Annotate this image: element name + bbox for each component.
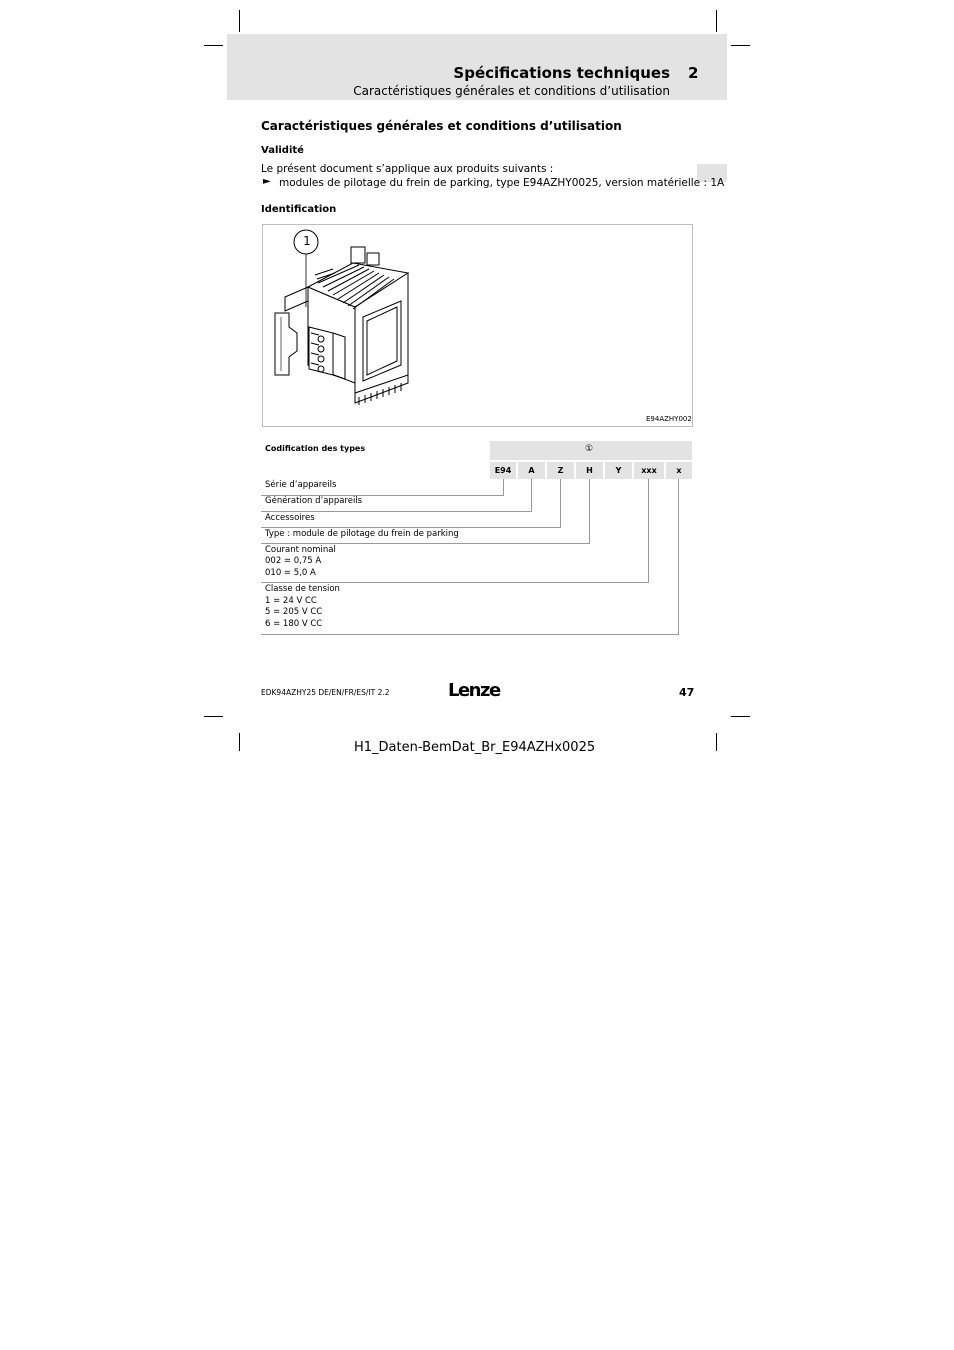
crop-mark xyxy=(204,716,223,717)
row-label-voltage-1: 1 = 24 V CC xyxy=(265,596,317,606)
row-label-type: Type : module de pilotage du frein de parking xyxy=(265,529,459,539)
row-rule xyxy=(261,543,590,544)
validity-intro: Le présent document s’applique aux produits suivants : xyxy=(261,163,554,175)
row-label-voltage-title: Classe de tension xyxy=(265,584,340,594)
row-label-current-2: 010 = 5,0 A xyxy=(265,568,316,578)
identification-heading: Identification xyxy=(261,204,337,215)
type-code-title: Codification des types xyxy=(265,444,366,453)
page-number: 47 xyxy=(679,686,695,699)
connector-line xyxy=(560,479,561,527)
chapter-number: 2 xyxy=(688,64,699,82)
row-label-accessories: Accessoires xyxy=(265,513,315,523)
figure-code: E94AZHY002 xyxy=(646,415,692,423)
type-code-cell: E94 xyxy=(490,462,516,479)
type-code-cell: A xyxy=(518,462,545,479)
type-code-cell: Z xyxy=(547,462,574,479)
row-label-generation: Génération d’appareils xyxy=(265,496,363,506)
type-code-cell: x xyxy=(666,462,692,479)
crop-mark xyxy=(731,716,750,717)
chapter-title: Spécifications techniques xyxy=(453,64,670,82)
chapter-subtitle: Caractéristiques générales et conditions d’utilisation xyxy=(353,84,670,98)
lenze-logo: Lenze xyxy=(448,680,500,701)
type-code-cell: H xyxy=(576,462,603,479)
footer-doc-id: EDK94AZHY25 DE/EN/FR/ES/IT 2.2 xyxy=(261,688,390,697)
row-rule xyxy=(261,582,649,583)
row-rule xyxy=(261,527,561,528)
row-rule xyxy=(261,634,679,635)
type-code-cell: xxx xyxy=(634,462,664,479)
crop-mark xyxy=(239,10,240,32)
row-label-voltage-3: 6 = 180 V CC xyxy=(265,619,323,629)
crop-mark xyxy=(716,10,717,32)
connector-line xyxy=(589,479,590,543)
connector-line xyxy=(648,479,649,582)
crop-mark xyxy=(731,45,750,46)
row-label-current-title: Courant nominal xyxy=(265,545,336,555)
connector-line xyxy=(531,479,532,511)
figure-callout: 1 xyxy=(303,234,311,248)
row-rule xyxy=(261,511,532,512)
connector-line xyxy=(503,479,504,495)
type-code-header-symbol: ① xyxy=(585,444,594,454)
type-code-cell: Y xyxy=(605,462,632,479)
row-label-voltage-2: 5 = 205 V CC xyxy=(265,607,323,617)
device-illustration xyxy=(263,225,692,425)
crop-mark xyxy=(716,733,717,751)
bullet-arrow-icon: ► xyxy=(263,176,271,187)
crop-mark xyxy=(204,45,223,46)
crop-mark xyxy=(239,733,240,751)
validity-bullet: modules de pilotage du frein de parking, type E94AZHY0025, version matérielle : 1A xyxy=(279,177,725,189)
slug-line: H1_Daten-BemDat_Br_E94AZHx0025 xyxy=(354,740,596,755)
row-label-series: Série d’appareils xyxy=(265,480,337,490)
validity-heading: Validité xyxy=(261,145,304,156)
connector-line xyxy=(678,479,679,634)
row-label-current-1: 002 = 0,75 A xyxy=(265,556,322,566)
section-title: Caractéristiques générales et conditions d’utilisation xyxy=(261,119,622,133)
